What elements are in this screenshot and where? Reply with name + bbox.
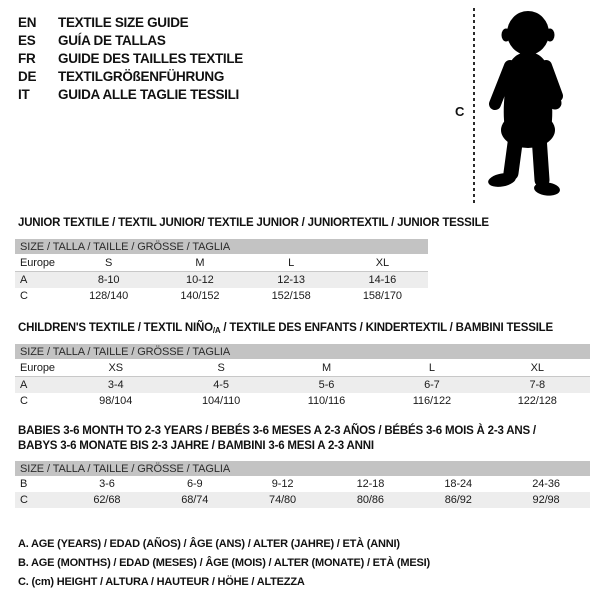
row-label: A [15,272,63,289]
title-text: CHILDREN'S TEXTILE / TEXTIL NIÑO [18,322,213,334]
row-label: C [20,290,28,302]
size-header-cell: SIZE / TALLA / TAILLE / GRÖSSE / TAGLIA [15,344,590,359]
table-row [15,492,590,508]
size-cell: 80/86 [326,492,414,508]
language-title: GUIDE DES TAILLES TEXTILE [58,51,244,66]
language-title: GUIDA ALLE TAGLIE TESSILI [58,87,239,102]
size-cell: XS [63,359,168,377]
size-cell: 110/116 [307,395,346,407]
size-cell: 3-6 [99,478,115,490]
size-header-cell: SIZE / TALLA / TAILLE / GRÖSSE / TAGLIA [15,461,590,476]
row-label: Europe [15,359,63,377]
title-line: BABIES 3-6 MONTH TO 2-3 YEARS / BEBÉS 3-6 MESES A 2-3 AÑOS / BÉBÉS 3-6 MOIS À 2-3 ANS / [18,425,536,437]
babies-size-table [15,461,590,508]
table-header-row [15,461,590,476]
table-row [15,288,428,304]
language-code: EN [18,15,37,30]
size-cell: 98/104 [99,395,133,407]
size-cell: 92/98 [502,492,590,508]
size-cell: XL [337,254,428,272]
junior-table-title: JUNIOR TEXTILE / TEXTIL JUNIOR/ TEXTILE JUNIOR / JUNIORTEXTIL / JUNIOR TESSILE [18,217,489,229]
language-code: IT [18,87,30,102]
title-subscript: /A [212,326,221,335]
size-cell: 12-18 [356,478,385,490]
size-cell: 3-4 [63,377,168,394]
legend-line-a: A. AGE (YEARS) / EDAD (AÑOS) / ÂGE (ANS) / ALTER (JAHRE) / ETÀ (ANNI) [18,538,400,550]
size-cell: 12-13 [246,272,337,289]
language-code: ES [18,33,36,48]
table-header-row [15,239,428,254]
row-label: C [15,492,63,508]
table-row [15,359,590,377]
size-cell: 6-7 [379,377,484,394]
size-cell: L [246,254,337,272]
table-row [15,393,590,409]
size-cell: 122/128 [517,395,557,407]
table-row [15,476,590,492]
language-row [18,86,243,104]
size-cell: 158/170 [362,290,402,302]
size-cell: S [63,254,154,272]
size-header-cell: SIZE / TALLA / TAILLE / GRÖSSE / TAGLIA [15,239,428,254]
language-code: FR [18,51,36,66]
babies-table-title [18,424,536,454]
legend [18,535,430,592]
height-marker-line [473,8,475,205]
height-marker-label: C [455,104,465,119]
language-row [18,32,243,50]
title-line: BABYS 3-6 MONATE BIS 2-3 JAHRE / BAMBINI 3-6 MESI A 2-3 ANNI [18,440,374,452]
size-cell: 86/92 [414,492,502,508]
size-cell: 4-5 [168,377,273,394]
language-row [18,68,243,86]
legend-line-b: B. AGE (MONTHS) / EDAD (MESES) / ÂGE (MOIS) / ALTER (MONATE) / ETÀ (MESI) [18,557,430,569]
table-row [15,254,428,272]
row-label: C [20,395,28,407]
language-code: DE [18,69,37,84]
row-label: B [20,478,28,490]
size-cell: 8-10 [63,272,154,289]
baby-silhouette-icon [483,8,567,207]
children-size-table [15,344,590,409]
size-cell: L [379,359,484,377]
size-cell: 116/122 [412,395,451,407]
language-row [18,14,243,32]
size-cell: 10-12 [154,272,245,289]
language-title: TEXTILGRÖßENFÜHRUNG [58,69,225,84]
title-text: / TEXTILE DES ENFANTS / KINDERTEXTIL / BAMBINI TESSILE [220,322,553,334]
size-cell: 7-8 [485,377,590,394]
size-cell: 9-12 [271,478,294,490]
size-cell: 18-24 [444,478,473,490]
table-row [15,377,590,394]
size-cell: 128/140 [89,290,129,302]
size-cell: XL [485,359,590,377]
legend-line-c: C. (cm) HEIGHT / ALTURA / HAUTEUR / HÖHE / ALTEZZA [18,576,305,588]
language-title: GUÍA DE TALLAS [58,33,166,48]
language-list [18,14,243,104]
row-label: A [15,377,63,394]
size-cell: 5-6 [274,377,379,394]
size-cell: M [274,359,379,377]
size-cell: 24-36 [532,478,560,490]
table-header-row [15,344,590,359]
junior-size-table [15,239,428,304]
size-cell: M [154,254,245,272]
size-cell: 74/80 [239,492,327,508]
size-cell: 152/158 [271,290,311,302]
size-cell: 6-9 [186,478,203,490]
size-cell: 68/74 [151,492,239,508]
size-cell: 14-16 [337,272,428,289]
size-cell: S [168,359,273,377]
row-label: Europe [15,254,63,272]
language-row [18,50,243,68]
size-cell: 140/152 [180,290,220,302]
children-table-title [18,321,553,338]
size-cell: 104/110 [201,395,241,407]
size-cell: 62/68 [63,492,151,508]
table-row [15,272,428,289]
language-title: TEXTILE SIZE GUIDE [58,15,189,30]
